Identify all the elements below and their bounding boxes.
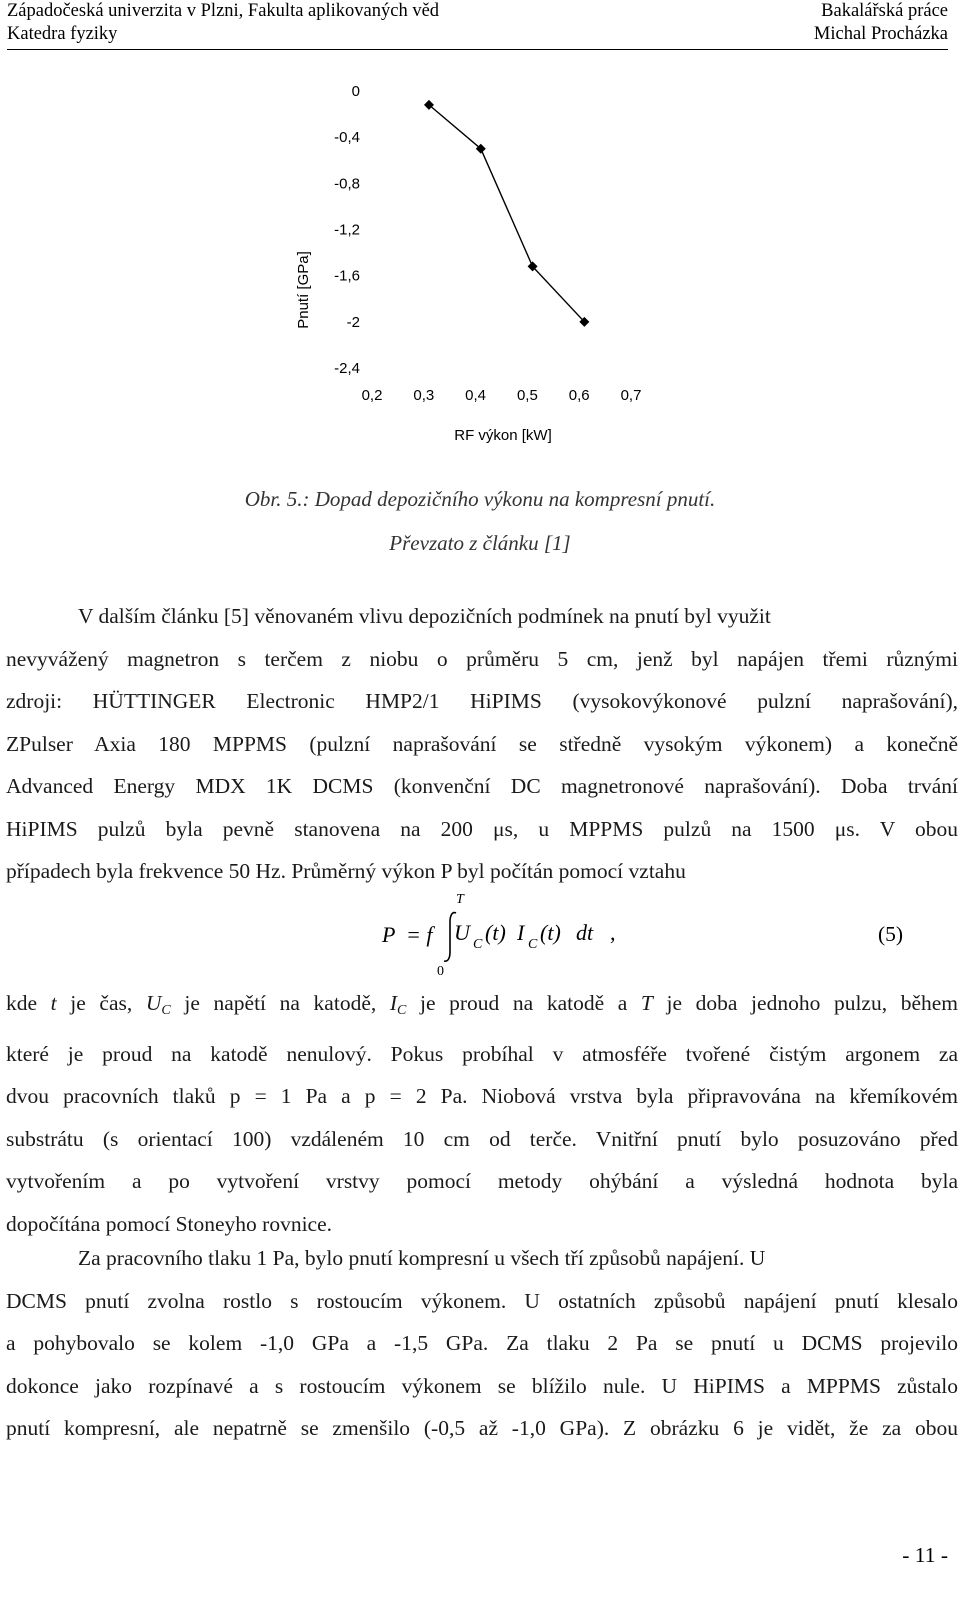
- x-axis-label: RF výkon [kW]: [454, 427, 552, 444]
- y-tick-label: -2: [346, 313, 360, 331]
- text-line: substrátu (s orientací 100) vzdáleném 10 cm od terče. Vnitřní pnutí bylo posuzováno před: [6, 1126, 958, 1151]
- page-number: - 11 -: [902, 1543, 948, 1567]
- y-tick-label: -2,4: [334, 360, 360, 377]
- x-tick-label: 0,7: [620, 387, 642, 404]
- figure-caption: Obr. 5.: Dopad depozičního výkonu na kompresní pnutí.: [244, 487, 716, 511]
- y-tick-label: -1,2: [334, 221, 360, 239]
- y-tick-label: -0,4: [334, 129, 360, 147]
- text-line: DCMS pnutí zvolna rostlo s rostoucím výkonem. U ostatních způsobů napájení pnutí klesalo: [6, 1288, 958, 1313]
- paragraph-results: [6, 1237, 958, 1450]
- paragraph-definitions: [6, 982, 958, 1245]
- text-line: a pohybovalo se kolem -1,0 GPa a -1,5 GPa. Za tlaku 2 Pa se pnutí u DCMS projevilo: [6, 1331, 958, 1355]
- formula-lhs: P: [382, 922, 396, 947]
- formula-u: U: [454, 920, 470, 945]
- x-tick-label: 0,6: [568, 387, 590, 404]
- text-line: V dalším článku [5] věnovaném vlivu depozičních podmínek na pnutí byl využit: [78, 604, 771, 628]
- formula-i-sub: C: [528, 937, 538, 952]
- formula-comma: ,: [610, 920, 616, 945]
- formula-i: I: [517, 920, 525, 945]
- text-line: ZPulser Axia 180 MPPMS (pulzní naprašování se středně vysokým výkonem) a konečně: [6, 731, 958, 756]
- integral-upper-limit: T: [456, 892, 464, 907]
- header-university: Západočeská univerzita v Plzni, Fakulta aplikovaných věd: [7, 1, 440, 21]
- header-divider: [7, 49, 948, 50]
- figure-source: Převzato z článku [1]: [389, 531, 571, 555]
- equation-number: (5): [878, 922, 904, 946]
- y-tick-label: 0: [351, 83, 360, 100]
- header-department: Katedra fyziky: [7, 24, 118, 44]
- power-formula: [370, 880, 670, 980]
- formula-equals-f: = f: [406, 922, 433, 947]
- integral-lower-limit: 0: [437, 964, 444, 979]
- text-line: kde t je čas, $U_C$ je napětí na katodě, $I_C$ je proud na katodě a T je doba jednoho pulzu, během: [6, 991, 959, 1018]
- y-tick-label: -1,6: [334, 267, 360, 285]
- x-axis-ticks: [362, 387, 642, 404]
- formula-t1: (t): [485, 920, 506, 945]
- x-tick-label: 0,4: [465, 387, 487, 404]
- header-thesis-type: Bakalářská práce: [821, 1, 948, 21]
- x-tick-label: 0,3: [413, 387, 435, 404]
- text-line: které je proud na katodě nenulový. Pokus probíhal v atmosféře tvořené čistým argonem za: [6, 1041, 958, 1066]
- x-tick-label: 0,5: [516, 387, 538, 404]
- text-line: pnutí kompresní, ale nepatrně se zmenšilo (-0,5 až -1,0 GPa). Z obrázku 6 je vidět, že za obou: [6, 1416, 958, 1440]
- formula-t2: (t): [540, 920, 561, 945]
- text-line: dopočítána pomocí Stoneyho rovnice.: [6, 1211, 333, 1236]
- formula-u-sub: C: [473, 937, 483, 952]
- header-author: Michal Procházka: [813, 24, 948, 44]
- text-line: HiPIMS pulzů byla pevně stanovena na 200 μs, u MPPMS pulzů na 1500 μs. V obou: [6, 816, 958, 841]
- series-line: [429, 105, 584, 322]
- x-tick-label: 0,2: [361, 387, 383, 404]
- stress-vs-power-chart: [0, 60, 960, 470]
- text-line: nevyvážený magnetron s terčem z niobu o průměru 5 cm, jenž byl napájen třemi různými: [6, 646, 958, 671]
- text-line: dvou pracovních tlaků p = 1 Pa a p = 2 Pa. Niobová vrstva byla připravována na křemíkovém: [6, 1084, 958, 1108]
- data-series: [424, 100, 589, 327]
- y-axis-ticks: [334, 83, 360, 377]
- text-line: případech byla frekvence 50 Hz. Průměrný výkon P byl počítán pomocí vztahu: [6, 859, 686, 883]
- y-tick-label: -0,8: [334, 175, 360, 193]
- text-line: Za pracovního tlaku 1 Pa, bylo pnutí kompresní u všech tří způsobů napájení. U: [78, 1246, 766, 1270]
- paragraph-intro: [6, 595, 958, 893]
- text-line: Advanced Energy MDX 1K DCMS (konvenční DC magnetronové naprašování). Doba trvání: [6, 774, 958, 798]
- text-line: zdroji: HÜTTINGER Electronic HMP2/1 HiPIMS (vysokovýkonové pulzní naprašování),: [6, 689, 958, 713]
- y-axis-label: Pnutí [GPa]: [295, 251, 312, 329]
- text-line: dokonce jako rozpínavé a s rostoucím výkonem se blížilo nule. U HiPIMS a MPPMS zůstalo: [6, 1373, 958, 1398]
- text-line: vytvořením a po vytvoření vrstvy pomocí metody ohýbání a výsledná hodnota byla: [6, 1169, 958, 1193]
- formula-dt: dt: [576, 920, 594, 945]
